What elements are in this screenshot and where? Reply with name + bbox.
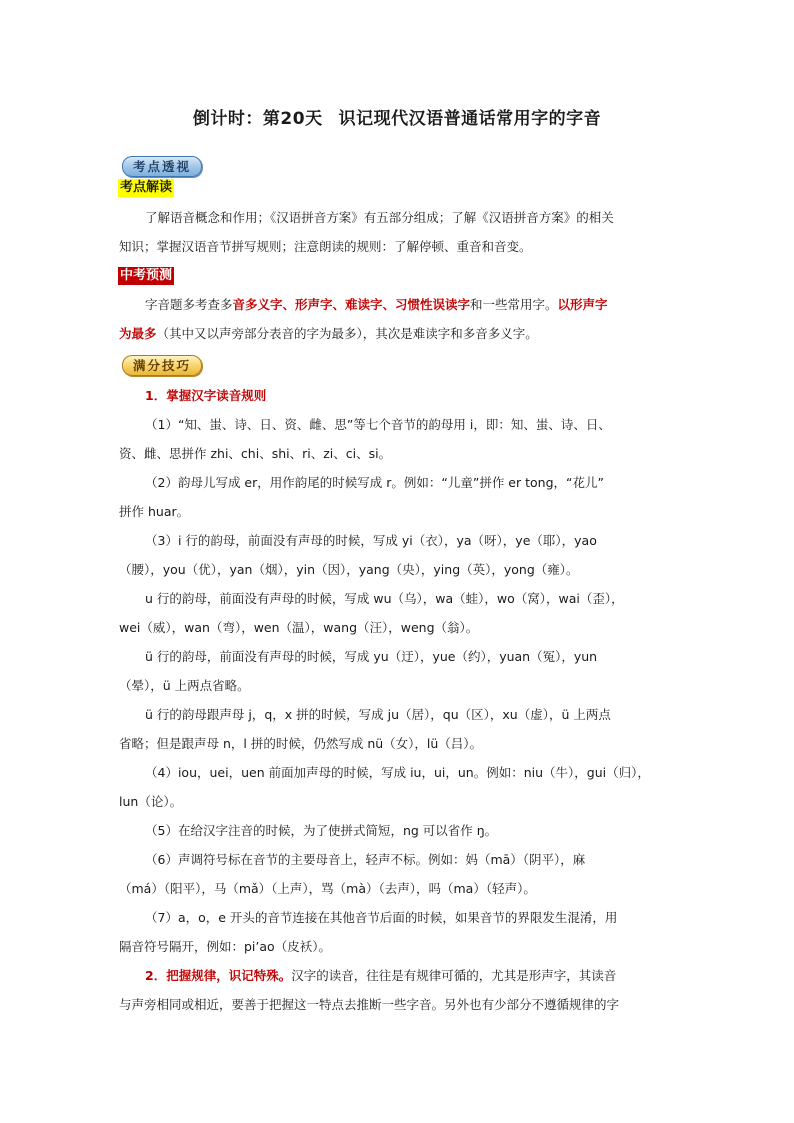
badge-kaodian-toushi: 考点透视 xyxy=(122,156,202,177)
sec1-line-15: （5）在给汉字注音的时候，为了使拼式简短，ng 可以省作 ŋ。 xyxy=(145,823,498,838)
sec1-line-16: （6）声调符号标在音节的主要母音上，轻声不标。例如：妈（mā）（阴平），麻 xyxy=(145,852,586,867)
yuce-line-2 xyxy=(119,324,679,344)
sec1-line-11: ü 行的韵母跟声母 j，q，x 拼的时候，写成 ju（居），qu（区），xu（虚），ü 上两点 xyxy=(145,707,611,722)
sec1-line-7: u 行的韵母，前面没有声母的时候，写成 wu（乌），wa（蛙），wo（窝），wai（歪）， xyxy=(145,591,624,606)
yuce-text-f: （其中又以声旁部分表音的字为最多），其次是难读字和多音多义字。 xyxy=(156,326,538,341)
jiedu-line-2: 知识；掌握汉语音节拼写规则；注意朗读的规则：了解停顿、重音和音变。 xyxy=(119,239,532,254)
sec1-line-1: （1）“知、蚩、诗、日、资、雌、思”等七个音节的韵母用 i，即：知、蚩、诗、日、 xyxy=(145,417,611,432)
sec1-line-4: 拼作 huar。 xyxy=(119,504,190,519)
sec2-line-1 xyxy=(145,966,679,986)
yuce-emphasis-types: 音多义字、形声字、难读字、习惯性误读字 xyxy=(232,297,471,312)
jiedu-line-1: 了解语音概念和作用；《汉语拼音方案》有五部分组成；了解《汉语拼音方案》的相关 xyxy=(145,210,614,225)
label-kaodian-jiedu: 考点解读 xyxy=(120,180,173,195)
section-1-heading: 1．掌握汉字读音规则 xyxy=(145,388,267,403)
sec1-line-6: （腰），you（优），yan（烟），yin（因），yang（央），ying（英），yong（雍）。 xyxy=(119,562,579,577)
sec1-line-2: 资、雌、思拼作 zhi、chi、shi、ri、zi、ci、si。 xyxy=(119,446,392,461)
yuce-text-a: 字音题多考查多 xyxy=(145,297,233,312)
title-countdown: 倒计时：第20天 xyxy=(192,109,323,129)
section-2-heading: 2．把握规律，识记特殊。 xyxy=(145,968,292,983)
sec1-line-8: wei（威），wan（弯），wen（温），wang（汪），weng（翁）。 xyxy=(119,620,479,635)
sec1-line-12: 省略；但是跟声母 n，l 拼的时候，仍然写成 nü（女），lü（吕）。 xyxy=(119,736,483,751)
sec1-line-3: （2）韵母儿写成 er，用作韵尾的时候写成 r。例如：“儿童”拼作 er tong，“花儿” xyxy=(145,475,604,490)
sec2-line-2: 与声旁相同或相近，要善于把握这一特点去推断一些字音。另外也有少部分不遵循规律的字 xyxy=(119,997,620,1012)
label-zhongkao-yuce: 中考预测 xyxy=(120,268,173,283)
sec1-line-5: （3）i 行的韵母，前面没有声母的时候，写成 yi（衣），ya（呀），ye（耶），yao xyxy=(145,533,597,548)
sec1-line-18: （7）a，o，e 开头的音节连接在其他音节后面的时候，如果音节的界限发生混淆，用 xyxy=(145,910,618,925)
sec1-line-17: （má）（阳平），马（mǎ）（上声），骂（mà）（去声），吗（ma）（轻声）。 xyxy=(119,881,536,896)
sec1-line-10: （晕），ü 上两点省略。 xyxy=(119,678,250,693)
sec2-text-1: 汉字的读音，往往是有规律可循的，尤其是形声字，其读音 xyxy=(291,968,617,983)
sec1-line-9: ü 行的韵母，前面没有声母的时候，写成 yu（迂），yue（约），yuan（冤），yun xyxy=(145,649,598,664)
yuce-emphasis-xingsheng: 以形声字 xyxy=(557,297,608,312)
title-topic: 识记现代汉语普通话常用字的字音 xyxy=(338,109,602,129)
sec1-line-19: 隔音符号隔开，例如：pi’ao（皮袄）。 xyxy=(119,939,331,954)
sec1-line-14: lun（论）。 xyxy=(119,794,183,809)
sec1-line-13: （4）iou，uei，uen 前面加声母的时候，写成 iu，ui，un。例如：niu（牛），gui（归）， xyxy=(145,765,650,780)
yuce-line-1 xyxy=(145,295,679,315)
badge-manfen-jiqiao: 满分技巧 xyxy=(122,355,202,376)
page-title xyxy=(0,104,794,129)
yuce-emphasis-most: 为最多 xyxy=(119,326,157,341)
yuce-text-c: 和一些常用字。 xyxy=(470,297,558,312)
